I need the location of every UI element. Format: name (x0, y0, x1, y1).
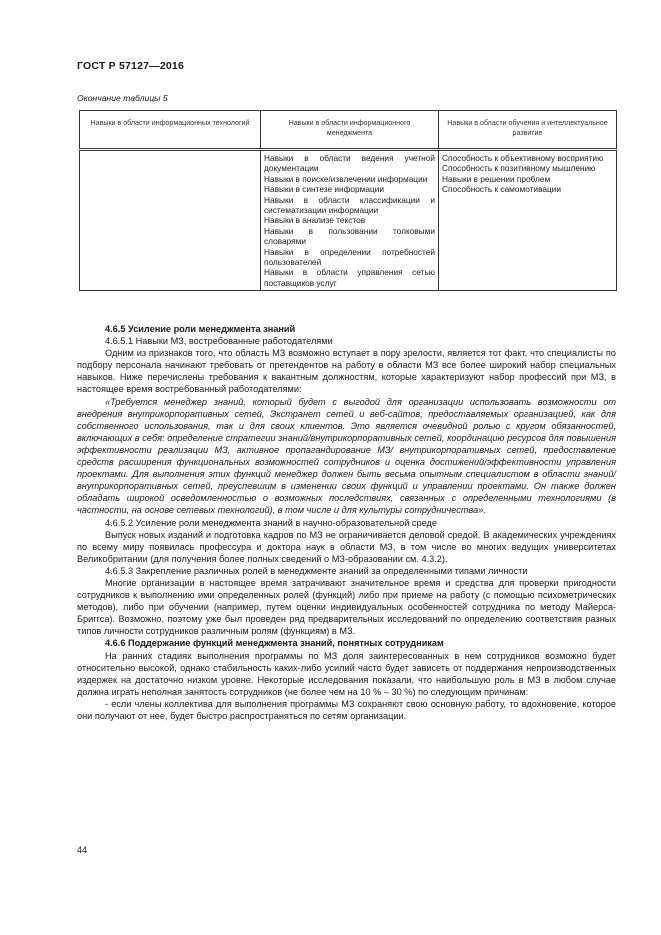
list-item: Способность к позитивному мышлению (442, 163, 596, 174)
list-item: Навыки в области классификации и систематизации информации (264, 194, 435, 216)
list-item: Навыки в решении проблем (442, 173, 551, 184)
subsection-heading: 4.6.5.2 Усиление роли менеджмента знаний в научно-образовательной среде (105, 517, 437, 528)
column-header: Навыки в области обучения и интеллектуальное развитие (439, 111, 617, 150)
body-text (77, 323, 616, 722)
list-item: Навыки в пользовании толковыми словарями (264, 225, 435, 247)
table-cell-it-skills (80, 150, 261, 291)
cell-list (442, 153, 613, 195)
list-item: Навыки в определении потребностей пользователей (264, 246, 435, 268)
list-item: Навыки в анализе текстов (264, 215, 366, 226)
paragraph: Выпуск новых изданий и подготовка кадров по МЗ не ограничивается деловой средой. В академических учреждениях по всему миру появилась профессура и доктора наук в области МЗ, в том числе во многих ведущих университетах Великобритании (для получения более полных сведений о МЗ-образовании см. 4.3.2). (77, 529, 616, 564)
cell-list (264, 153, 435, 288)
section-heading: 4.6.5 Усиление роли менеджмента знаний (105, 324, 296, 334)
table-row (80, 150, 617, 291)
standard-header: ГОСТ Р 57127—2016 (77, 60, 185, 72)
column-header: Навыки в области информационных технологий (80, 111, 261, 150)
table-cell-info-management (261, 150, 439, 291)
table-caption: Окончание таблицы 5 (77, 93, 168, 103)
list-item: Навыки в синтезе информации (264, 184, 385, 195)
subsection-heading: 4.6.5.3 Закрепление различных ролей в менеджменте знаний за определенными типами личности (105, 565, 528, 576)
paragraph: Одним из признаков того, что область МЗ возможно вступает в пору зрелости, является тот факт, что специалисты по подбору персонала начинают требовать от претендентов на работу в области МЗ все более широкий набор специальных навыков. Ниже перечислены требования к вакантным должностям, которые характеризуют набор профессий при МЗ, в настоящее время востребованный работодателями: (77, 348, 616, 395)
list-paragraph: - если члены коллектива для выполнения программы МЗ сохраняют свою основную работу, то вдохновение, которое они получают от нее, будет быстро распространяться по сетям организации. (77, 698, 616, 721)
skills-table (79, 110, 617, 291)
paragraph: Многие организации в настоящее время затрачивают значительное время и средства для проверки пригодности сотрудников к выполнению ими определенных ролей (функций) либо при приеме на работу (с помощью психометрических методов), либо при обучении (например, путем оценки индивидуальных особенностей сотрудника по методу Майерса-Бриггса). Возможно, поэтому уже был проведен ряд предварительных исследований по определению соответствия разных типов личности сотрудников различным ролям (функциям) в МЗ. (77, 577, 616, 637)
subsection-heading: 4.6.5.1 Навыки МЗ, востребованные работодателями (105, 336, 333, 347)
paragraph: На ранних стадиях выполнения программы по МЗ доля заинтересованных в нем сотрудников возможно будет относительно высокой, однако стабильность каких-либо усилий часто будет зависеть от поддержания непроизводственных издержек на достаточно низком уровне. Некоторые исследования показали, что наибольшую роль в МЗ в любом случае должна играть неполная занятость сотрудников (не более чем на 10 % – 30 %) по следующим причинам: (77, 650, 616, 697)
list-item: Навыки в области управления сетью поставщиков услуг (264, 267, 435, 288)
list-item: Навыки в области ведения учетной документации (264, 153, 435, 174)
list-item: Способность к объективному восприятию (442, 153, 604, 163)
list-item: Навыки в поиске/извлечении информации (264, 173, 428, 184)
page-number: 44 (77, 845, 88, 855)
list-item: Способность к самомотивации (442, 184, 562, 195)
section-heading: 4.6.6 Поддержание функций менеджмента знаний, понятных сотрудникам (105, 638, 444, 649)
quote-paragraph: «Требуется менеджер знаний, который будет с выгодой для организации использовать возможности от внедрения внутрикорпоративных сетей, Экстранет сетей и веб-сайтов, предоставляемых организацией, как для собственного использования, так и для своих клиентов. Это является очевидной ролью с кругом обязанностей, включающих в себя: определение стратегии знаний/внутрикорпоративных сетей, координацию ресурсов для повышения эффективности реализации МЗ, активное пропагандирование МЗ/ внутрикорпоративных сетей, предоставление средств расширения функциональных возможностей сотрудников и оценка достижений/эффективности управления проектами. Для выполнения этих функций менеджер должен быть весьма опытным специалистом в области знаний/внутрикорпоративных сетей, преуспевшим в изменении своих функций и управлении проектами. Он также должен обладать широкой осведомленностью о возможных последствиях, связанных с определенными технологиями (в частности, на основе сетевых технологий), в том числе и для культуры сотрудничества». (77, 396, 616, 516)
table-header-row (80, 111, 617, 150)
table-cell-learning (439, 150, 617, 291)
column-header: Навыки в области информационного менеджмента (261, 111, 439, 150)
